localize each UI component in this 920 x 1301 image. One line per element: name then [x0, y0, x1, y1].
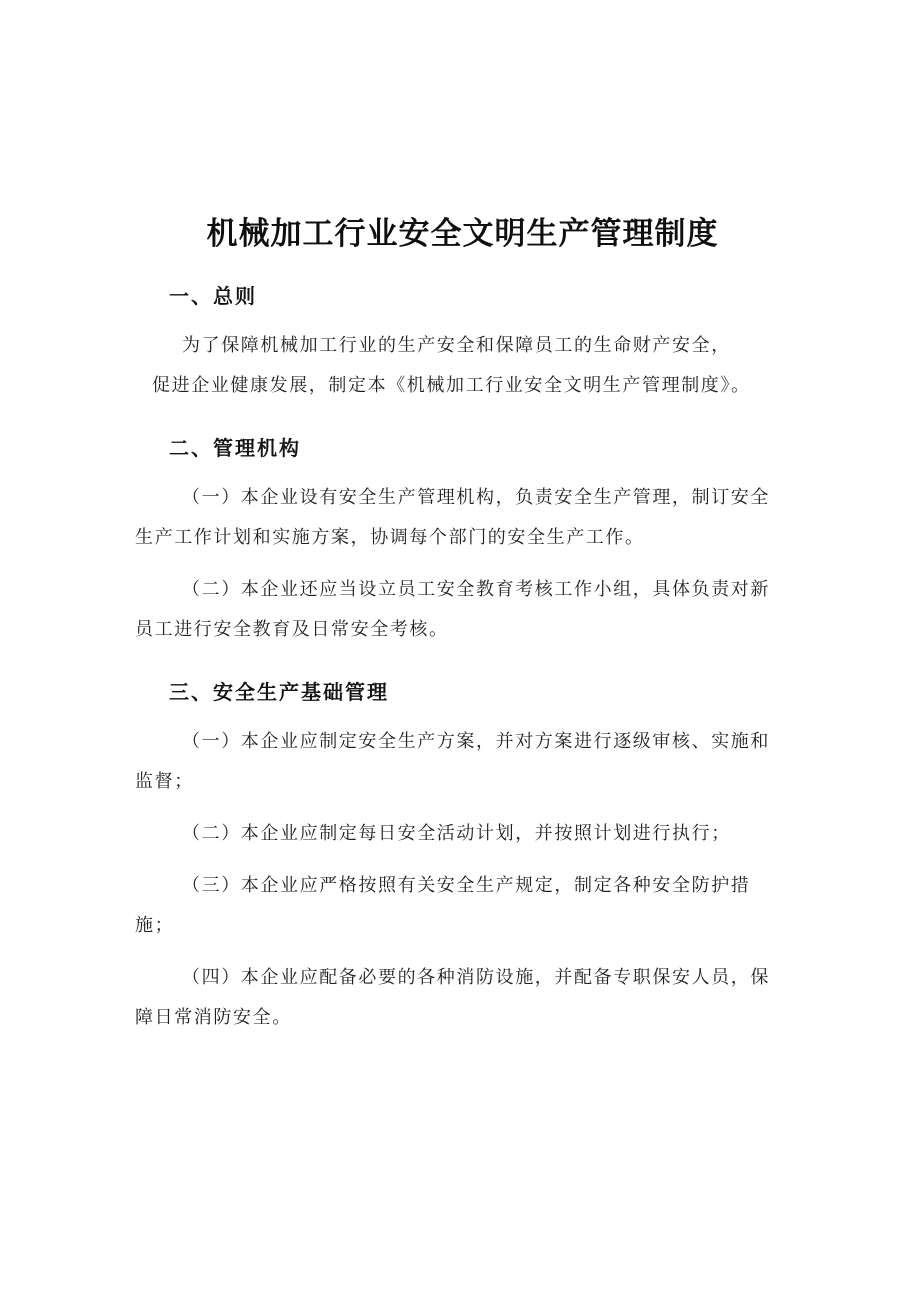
- text-line: 为了保障机械加工行业的生产安全和保障员工的生命财产安全，: [182, 335, 731, 356]
- section-3-heading: 三、安全生产基础管理: [169, 682, 389, 704]
- text-line: 障日常消防安全。: [135, 1007, 292, 1028]
- intro-paragraph: [135, 326, 790, 406]
- text-line: （一）本企业应制定安全生产方案，并对方案进行逐级审核、实施和: [182, 731, 770, 752]
- document-title: 机械加工行业安全文明生产管理制度: [206, 216, 719, 251]
- text-line: （一）本企业设有安全生产管理机构，负责安全生产管理，制订安全: [182, 487, 770, 508]
- text-line: （四）本企业应配备必要的各种消防设施，并配备专职保安人员，保: [182, 967, 770, 988]
- paragraph-3-3: [135, 866, 790, 946]
- paragraph-3-1: [135, 722, 790, 802]
- section-1-heading: 一、总则: [169, 286, 257, 308]
- paragraph-2-1: [135, 478, 790, 558]
- text-line: 生产工作计划和实施方案，协调每个部门的安全生产工作。: [135, 527, 645, 548]
- text-line: （三）本企业应严格按照有关安全生产规定，制定各种安全防护措: [182, 875, 751, 896]
- text-line: （二）本企业应制定每日安全活动计划，并按照计划进行执行；: [182, 823, 731, 844]
- text-line: （二）本企业还应当设立员工安全教育考核工作小组，具体负责对新: [182, 579, 770, 600]
- text-line: 施；: [135, 915, 175, 936]
- section-2-heading: 二、管理机构: [169, 438, 301, 460]
- paragraph-2-2: [135, 570, 790, 650]
- paragraph-3-2: [135, 814, 790, 854]
- paragraph-3-4: [135, 958, 790, 1038]
- text-line: 员工进行安全教育及日常安全考核。: [135, 619, 449, 640]
- text-line: 监督；: [135, 771, 194, 792]
- text-line: 促进企业健康发展，制定本《机械加工行业安全文明生产管理制度》。: [152, 375, 751, 396]
